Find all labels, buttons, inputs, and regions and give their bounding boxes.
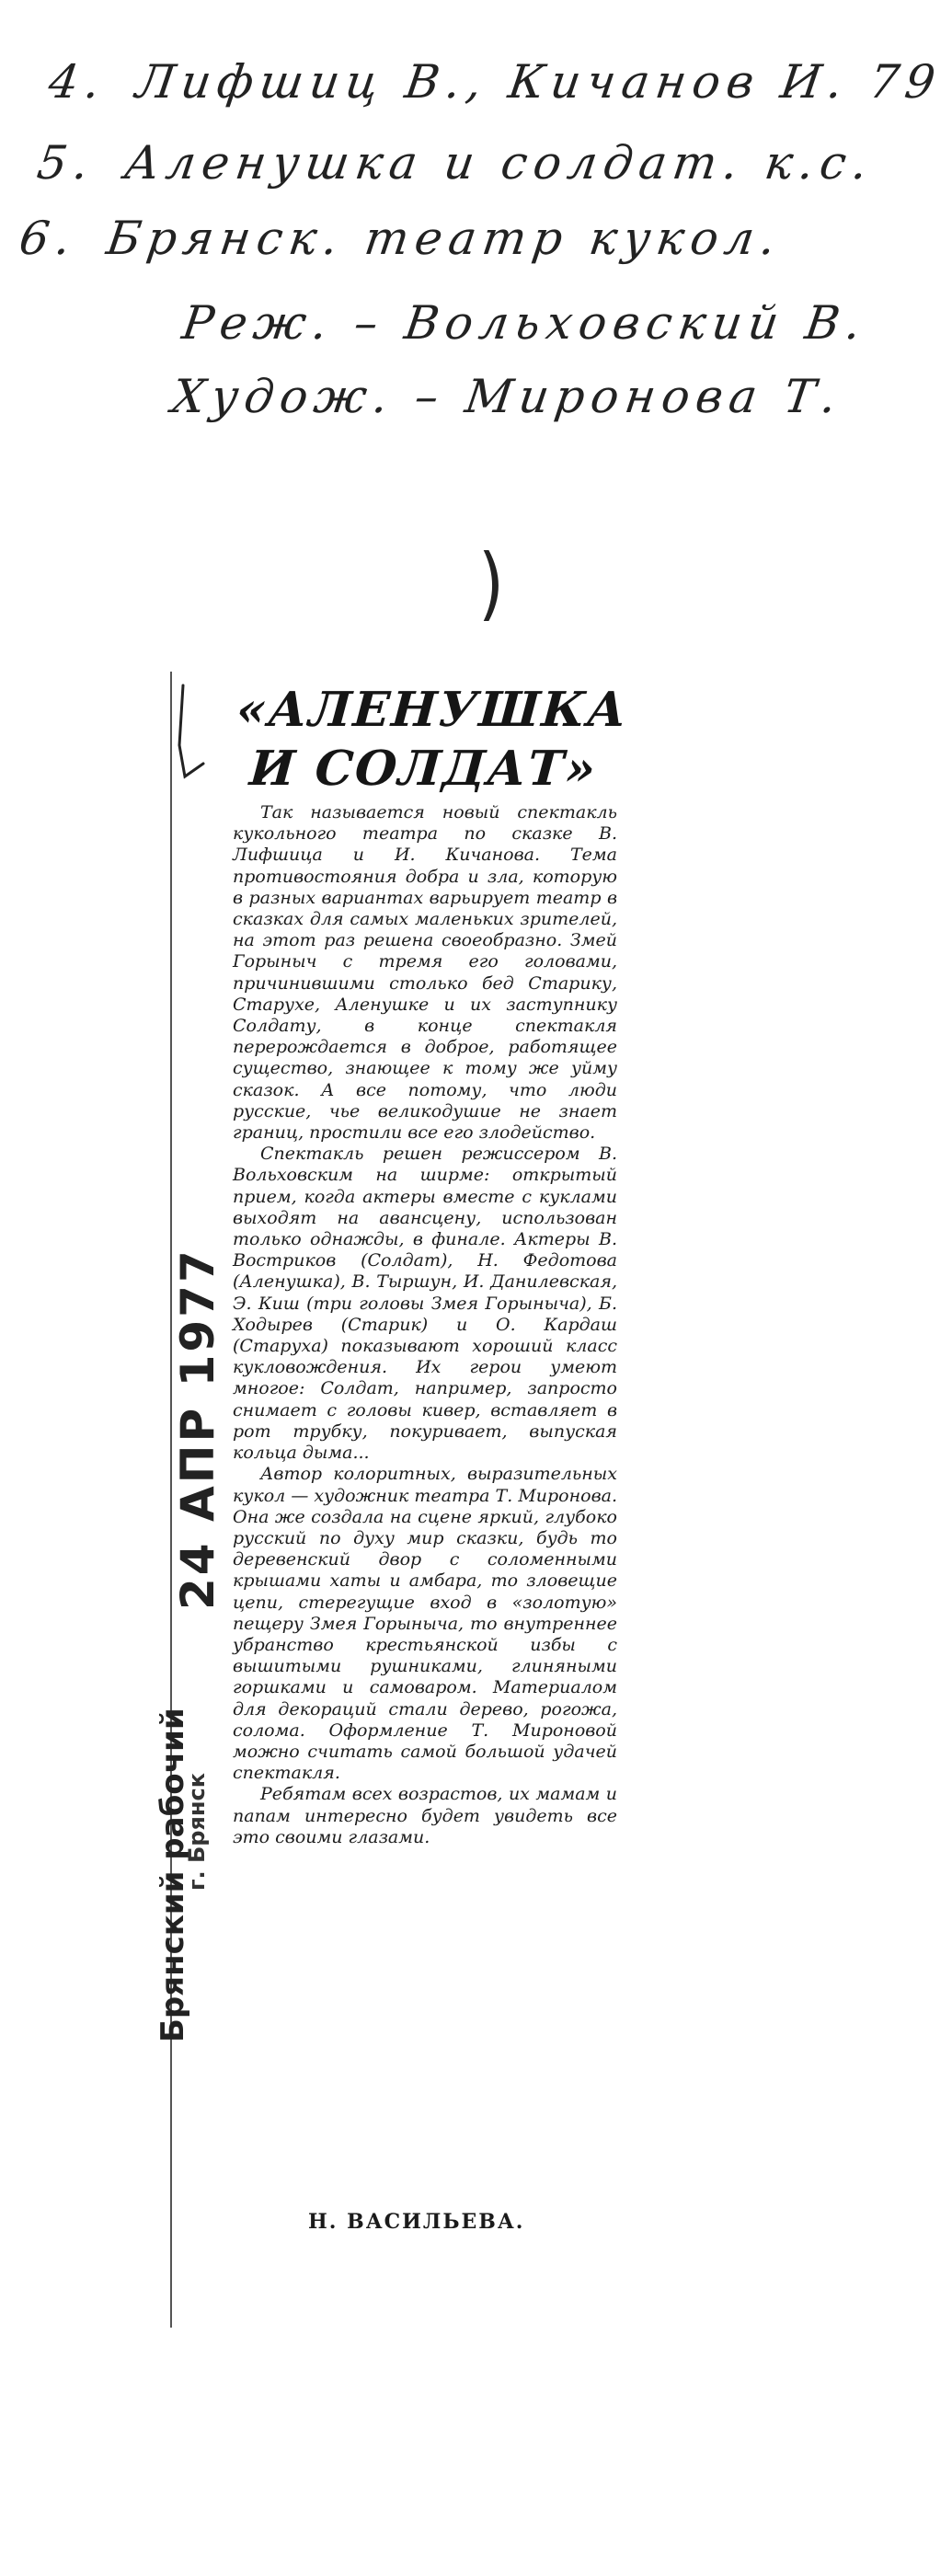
note-text: Реж. – Вольховский В.	[178, 296, 871, 350]
handwritten-notes	[0, 55, 952, 442]
newspaper-clipping	[170, 672, 630, 2300]
note-line-4	[45, 55, 945, 109]
article-body	[233, 802, 617, 1848]
margin-mark: )	[478, 536, 505, 630]
note-line-5	[34, 136, 877, 190]
headline-line-1: «АЛЕНУШКА	[235, 682, 630, 738]
article-headline	[231, 681, 630, 799]
note-number: 6.	[16, 212, 81, 265]
article-paragraph: Автор колоритных, выразительных кукол — художник театра Т. Миронова. Она же создала на сцене яркий, глубоко русский по духу мир сказки, будь то деревенский двор с соломенными крышами хаты и амбара, то зловещие цепи, стерегущие вход в «золотую» пещеру Змея Горыныча, то внутреннее убранство крестьянской избы с вышитыми рушниками, глиняными горшками и самоваром. Материалом для декораций стали дерево, рогожа, солома. Оформление Т. Мироновой можно считать самой большой удачей спектакля.	[233, 1464, 617, 1784]
note-line-6	[16, 212, 785, 265]
note-text: Худож. – Миронова Т.	[168, 370, 846, 423]
headline-line-2: И СОЛДАТ»	[247, 741, 600, 797]
note-text: Аленушка и солдат. к.с.	[120, 136, 877, 190]
note-artist	[168, 370, 846, 423]
note-text: Лифшиц В., Кичанов И. 79	[132, 55, 946, 109]
city-stamp: г. Брянск	[184, 1773, 210, 1891]
check-mark-icon	[178, 681, 205, 782]
article-paragraph: Спектакль решен режиссером В. Вольховским на ширме: открытый прием, когда актеры вместе с куклами выходят на авансцену, использован только однажды, в финале. Актеры В. Востриков (Солдат), Н. Федотова (Аленушка), В. Тыршун, И. Данилевская, Э. Киш (три головы Змея Горыныча), Б. Ходырев (Старик) и О. Кардаш (Старуха) показывают хороший класс кукловождения. Их герои умеют многое: Солдат, например, запросто снимает с головы кивер, вставляет в рот трубку, покуривает, выпуская кольца дыма...	[233, 1144, 617, 1464]
note-number: 4.	[45, 55, 110, 109]
note-text: Брянск. театр кукол.	[103, 212, 786, 265]
article-signature: Н. ВАСИЛЬЕВА.	[308, 2210, 525, 2234]
note-number: 5.	[33, 136, 98, 190]
article-paragraph: Ребятам всех возрастов, их мамам и папам интересно будет увидеть все это своими глазами.	[233, 1784, 617, 1847]
date-stamp: 24 АПР 1977	[171, 1248, 224, 1610]
article-paragraph: Так называется новый спектакль кукольного театра по сказке В. Лифшица и И. Кичанова. Тема противостояния добра и зла, которую в разных вариантах варьирует театр в сказках для самых маленьких зрителей, на этот раз решена своеобразно. Змей Горыныч с тремя его головами, причинившими столько бед Старику, Старухе, Аленушке и их заступнику Солдату, в конце спектакля перерождается в доброе, работящее существо, знающее к тому же уйму сказок. А все потому, что люди русские, чье великодушие не знает границ, простили все его злодейство.	[233, 802, 617, 1144]
newspaper-name-stamp: Брянский рабочий	[155, 1708, 191, 2042]
note-director	[179, 296, 871, 350]
